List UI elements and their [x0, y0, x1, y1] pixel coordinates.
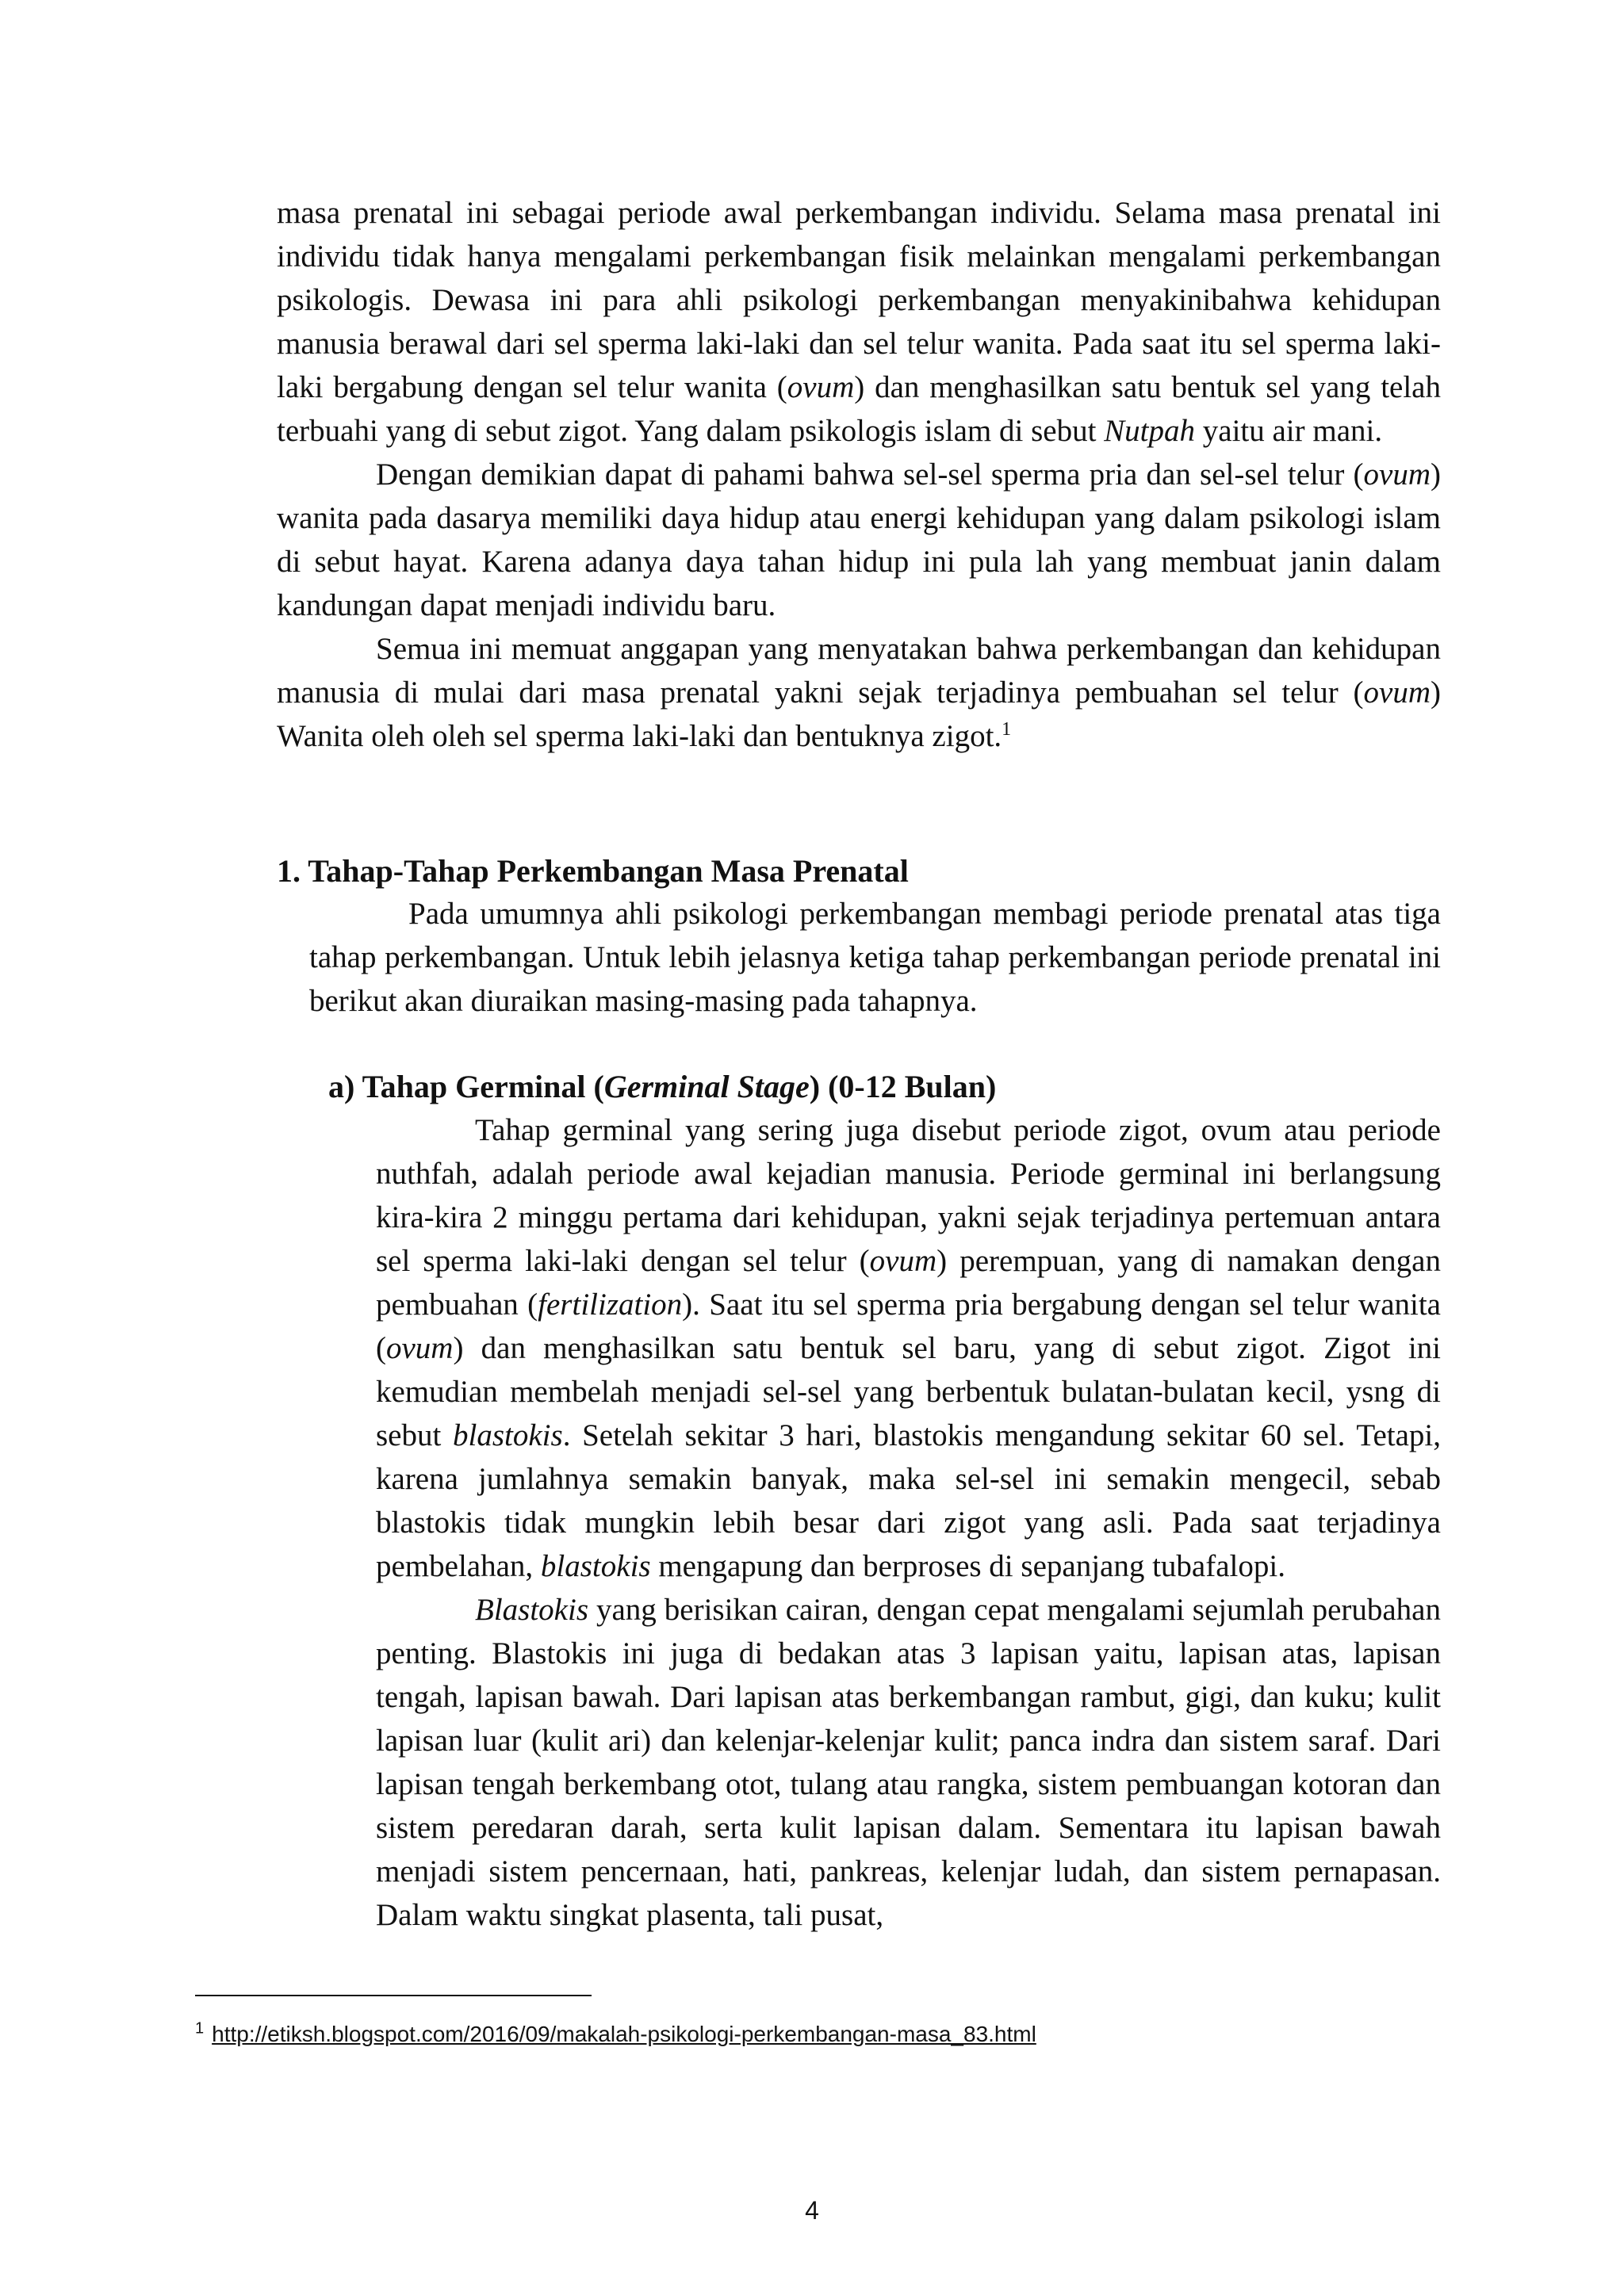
italic-term: ovum — [869, 1244, 937, 1278]
text-run: Dengan demikian dapat di pahami bahwa sel-sel sperma pria dan sel-sel telur ( — [376, 457, 1364, 492]
text-run: ) dan menghasilkan satu bentuk sel yang telah terbuahi yang di sebut zigot. Yang dalam psikologis islam di sebut — [277, 370, 1441, 448]
heading-italic-term: Germinal Stage — [603, 1069, 810, 1104]
italic-term: Blastokis — [475, 1593, 588, 1627]
italic-term: ovum — [386, 1331, 454, 1365]
footnote — [195, 2020, 1305, 2049]
section-paragraph: Pada umumnya ahli psikologi perkembangan membagi periode prenatal atas tiga tahap perkembangan. Untuk lebih jelasnya ketiga tahap perkembangan periode prenatal ini berikut akan diuraikan masing-masing pada tahapnya. — [309, 897, 1441, 1018]
footnote-divider — [195, 1995, 592, 1996]
subsection-paragraph-1 — [376, 1108, 1441, 1588]
intro-paragraph-3 — [277, 627, 1441, 758]
subsection-paragraph-2 — [376, 1588, 1441, 1937]
heading-text: ) (0-12 Bulan) — [809, 1069, 997, 1104]
intro-body — [277, 191, 1441, 758]
italic-term: blastokis — [540, 1549, 651, 1583]
footnote-link[interactable]: http://etiksh.blogspot.com/2016/09/makalah-psikologi-perkembangan-masa_83.html — [212, 2022, 1036, 2046]
text-run: ) wanita pada dasarya memiliki daya hidup atau energi kehidupan yang dalam psikologi islam di sebut hayat. Karena adanya daya tahan hidup ini pula lah yang membuat janin dalam kandungan dapat menjadi individu baru. — [277, 457, 1441, 622]
italic-term: ovum — [1363, 675, 1431, 710]
text-run: ) perempuan, yang di namakan dengan pembuahan ( — [376, 1244, 1441, 1322]
heading-text: a) Tahap Germinal ( — [328, 1069, 604, 1104]
footnote-number: 1 — [195, 2019, 205, 2038]
text-run: Semua ini memuat anggapan yang menyatakan bahwa perkembangan dan kehidupan manusia di mulai dari masa prenatal yakni sejak terjadinya pembuahan sel telur ( — [277, 632, 1441, 710]
text-run: ) Wanita oleh oleh sel sperma laki-laki dan bentuknya zigot. — [277, 675, 1441, 753]
italic-term: ovum — [787, 370, 855, 404]
italic-term: Nutpah — [1104, 414, 1196, 448]
intro-paragraph-1 — [277, 191, 1441, 453]
text-run: yang berisikan cairan, dengan cepat mengalami sejumlah perubahan penting. Blastokis ini juga di bedakan atas 3 lapisan yaitu, lapisan atas, lapisan tengah, lapisan bawah. Dari lapisan atas berkembangan rambut, gigi, dan kuku; kulit lapisan luar (kulit ari) dan kelenjar-kelenjar kulit; panca indra dan sistem saraf. Dari lapisan tengah berkembang otot, tulang atau rangka, sistem pembuangan kotoran dan sistem peredaran darah, serta kulit lapisan dalam. Sementara itu lapisan bawah menjadi sistem pencernaan, hati, pankreas, kelenjar ludah, dan sistem pernapasan. Dalam waktu singkat plasenta, tali pusat, — [376, 1593, 1441, 1932]
section-body — [309, 892, 1441, 1023]
text-run: mengapung dan berproses di sepanjang tubafalopi. — [650, 1549, 1285, 1583]
italic-term: ovum — [1363, 457, 1431, 492]
text-run: . Setelah sekitar 3 hari, blastokis mengandung sekitar 60 sel. Tetapi, karena jumlahnya semakin banyak, maka sel-sel ini semakin mengecil, sebab blastokis tidak mungkin lebih besar dari zigot yang asli. Pada saat terjadinya pembelahan, — [376, 1418, 1441, 1583]
text-run: yaitu air mani. — [1195, 414, 1383, 448]
text-run: masa prenatal ini sebagai periode awal perkembangan individu. Selama masa prenatal ini individu tidak hanya mengalami perkembangan fisik melainkan mengalami perkembangan psikologis. Dewasa ini para ahli psikologi perkembangan menyakinibahwa kehidupan manusia berawal dari sel sperma laki-laki dan sel telur wanita. Pada saat itu sel sperma laki-laki bergabung dengan sel telur wanita ( — [277, 196, 1441, 404]
text-run: ) dan menghasilkan satu bentuk sel baru, yang di sebut zigot. Zigot ini kemudian membelah menjadi sel-sel yang berbentuk bulatan-bulatan kecil, ysng di sebut — [376, 1331, 1441, 1452]
footnote-reference[interactable]: 1 — [1002, 719, 1012, 740]
italic-term: fertilization — [538, 1288, 683, 1322]
subsection-heading — [328, 1065, 996, 1108]
intro-paragraph-2 — [277, 453, 1441, 627]
italic-term: blastokis — [453, 1418, 563, 1452]
subsection-body — [376, 1108, 1441, 1937]
page-number: 4 — [805, 2196, 819, 2225]
text-run: Tahap germinal yang sering juga disebut periode zigot, ovum atau periode nuthfah, adalah periode awal kejadian manusia. Periode germinal ini berlangsung kira-kira 2 minggu pertama dari kehidupan, yakni sejak terjadinya pertemuan antara sel sperma laki-laki dengan sel telur ( — [376, 1113, 1441, 1278]
section-heading: 1. Tahap-Tahap Perkembangan Masa Prenatal — [277, 853, 909, 889]
text-run: ). Saat itu sel sperma pria bergabung dengan sel telur wanita ( — [376, 1288, 1441, 1365]
